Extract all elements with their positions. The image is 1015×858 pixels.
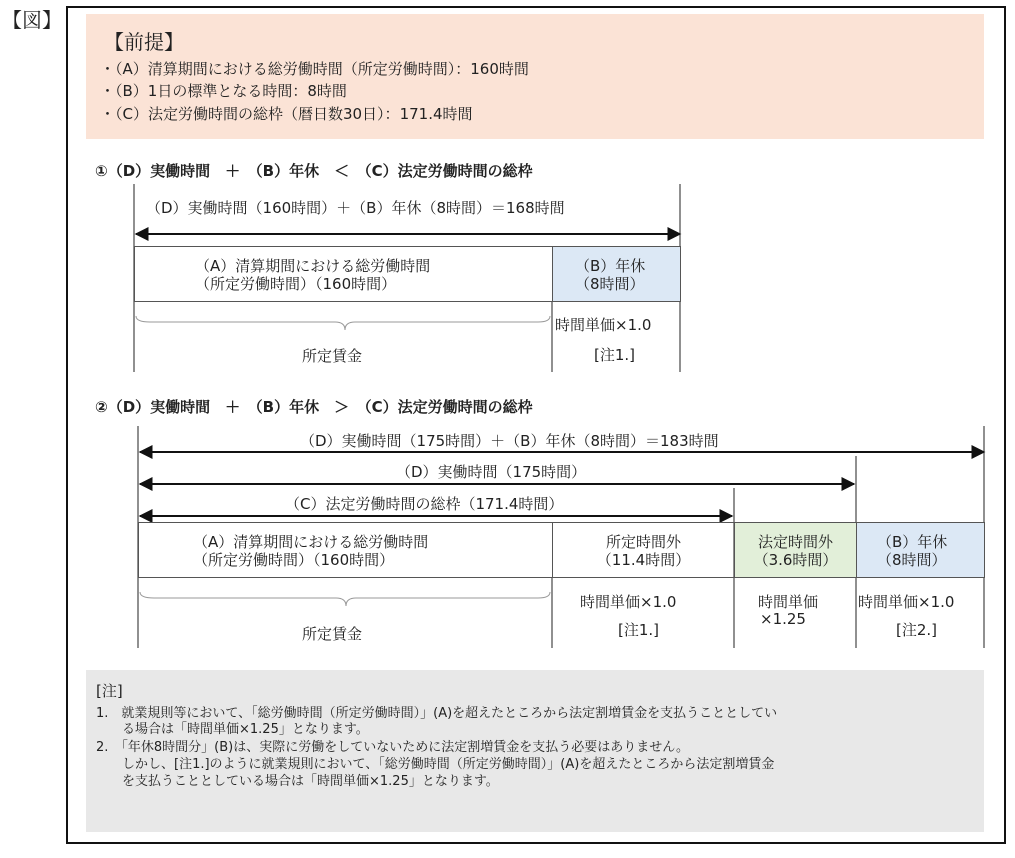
case2-total-label: （D）実働時間（175時間）＋（B）年休（8時間）＝183時間 bbox=[300, 432, 719, 450]
case2-rate3-label: 時間単価×1.0 bbox=[858, 593, 955, 611]
case2-cell-scheduled-hours bbox=[138, 522, 553, 578]
case2-cell-scheduled-line2: （所定労働時間）（160時間） bbox=[193, 551, 395, 569]
note-line-3: 2. 「年休8時間分」(B)は、実際に労働をしていないために法定割増賃金を支払う必要はありません。 bbox=[96, 740, 690, 755]
case1-total-label: （D）実働時間（160時間）＋（B）年休（8時間）＝168時間 bbox=[146, 199, 565, 217]
case1-cell-scheduled-line1: （A）清算期間における総労働時間 bbox=[195, 257, 431, 275]
case1-note-ref: [注1.] bbox=[594, 346, 636, 364]
case2-wage-label: 所定賃金 bbox=[302, 625, 363, 643]
case2-rate1-label: 時間単価×1.0 bbox=[580, 593, 677, 611]
case2-actual-label: （D）実働時間（175時間） bbox=[396, 463, 587, 481]
case2-leave-line2: （8時間） bbox=[877, 551, 947, 569]
case2-leave-line1: （B）年休 bbox=[877, 533, 948, 551]
case2-cell-over-legal bbox=[734, 522, 857, 578]
case2-over-legal-line1: 法定時間外 bbox=[757, 533, 833, 551]
note-line-5: を支払うこととしている場合は「時間単価×1.25」となります。 bbox=[96, 774, 499, 789]
case2-over-sched-line2: （11.4時間） bbox=[596, 551, 691, 569]
case1-rate-label: 時間単価×1.0 bbox=[555, 316, 652, 334]
case1-leave-line2: （8時間） bbox=[575, 275, 645, 293]
case2-rate2-line2: ×1.25 bbox=[760, 610, 806, 628]
premise-line-c: ・（C）法定労働時間の総枠（暦日数30日）：171.4時間 bbox=[100, 105, 473, 123]
figure-label: 【図】 bbox=[2, 8, 62, 32]
case1-wage-brace bbox=[136, 316, 550, 330]
case2-rate2-line1: 時間単価 bbox=[758, 593, 819, 611]
note-line-4: しかし、[注1.]のように就業規則において、「総労働時間（所定労働時間）」(A)を超えたところから法定割増賃金 bbox=[96, 757, 775, 772]
premise-line-a: ・（A）清算期間における総労働時間（所定労働時間）：160時間 bbox=[100, 60, 529, 78]
premise-line-b: ・（B）1日の標準となる時間：8時間 bbox=[100, 82, 347, 100]
premise-title: 【前提】 bbox=[104, 30, 184, 54]
case1-cell-scheduled-hours bbox=[134, 246, 553, 302]
case2-note1-ref: [注1.] bbox=[618, 621, 660, 639]
note-line-2: る場合は「時間単価×1.25」となります。 bbox=[96, 722, 369, 737]
case1-leave-line1: （B）年休 bbox=[575, 257, 646, 275]
case2-over-sched-line1: 所定時間外 bbox=[605, 533, 681, 551]
case2-cell-annual-leave bbox=[856, 522, 985, 578]
case2-wage-brace bbox=[140, 592, 550, 606]
case2-heading: ②（D）実働時間 ＋ （B）年休 ＞ （C）法定労働時間の総枠 bbox=[95, 398, 533, 416]
case2-cell-scheduled-line1: （A）清算期間における総労働時間 bbox=[193, 533, 429, 551]
case1-wage-label: 所定賃金 bbox=[302, 347, 363, 365]
case1-cell-annual-leave bbox=[552, 246, 681, 302]
case2-over-legal-line2: （3.6時間） bbox=[753, 551, 838, 569]
case2-note2-ref: [注2.] bbox=[896, 621, 938, 639]
note-line-1: 1. 就業規則等において、「総労働時間（所定労働時間）」(A)を超えたところから法定割増賃金を支払うこととしてい bbox=[96, 706, 778, 721]
case1-cell-scheduled-line2: （所定労働時間）（160時間） bbox=[195, 275, 397, 293]
case1-heading: ①（D）実働時間 ＋ （B）年休 ＜ （C）法定労働時間の総枠 bbox=[95, 162, 533, 180]
case2-cell-over-scheduled bbox=[552, 522, 735, 578]
case2-legal-label: （C）法定労働時間の総枠（171.4時間） bbox=[285, 495, 564, 513]
notes-title: [注] bbox=[96, 682, 123, 700]
